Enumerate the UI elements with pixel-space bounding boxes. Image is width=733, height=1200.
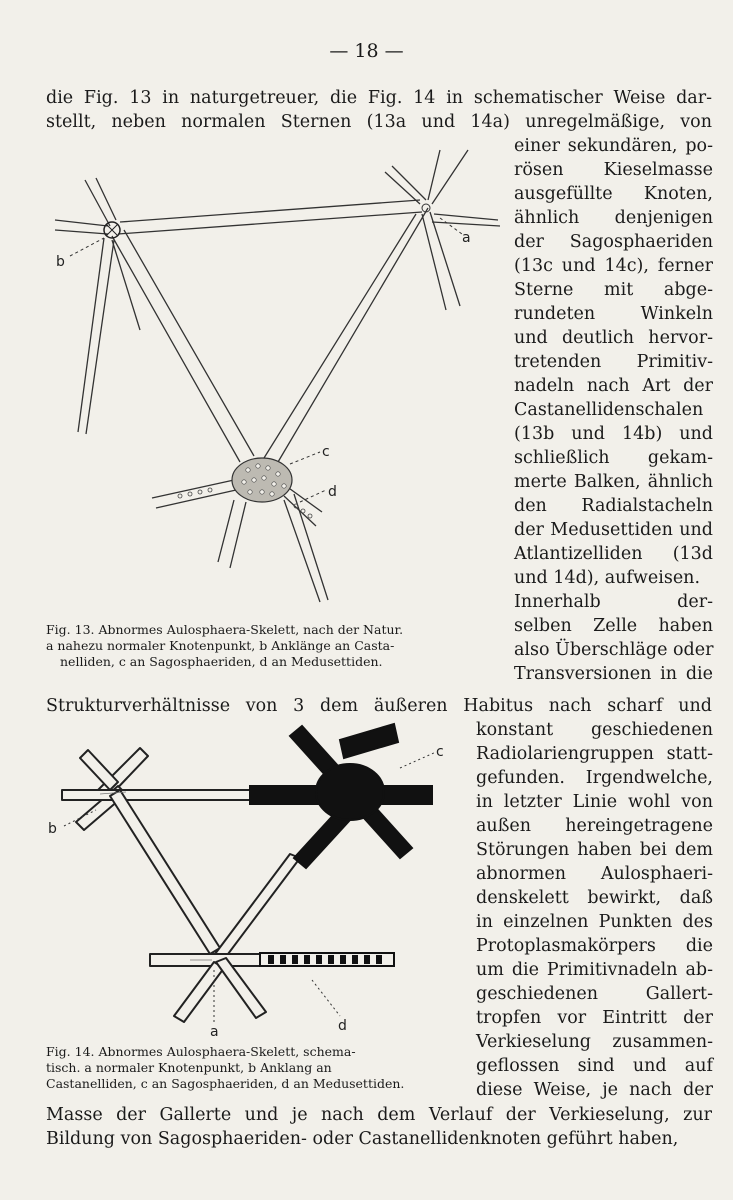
text-line: Masse der Gallerte und je nach dem Verlauf der Verkieselung, zur xyxy=(46,1105,712,1125)
text-line: Protoplasmakörpers die xyxy=(476,936,713,956)
text-line: Verkieselung zusammen- xyxy=(476,1032,713,1052)
text-line: nadeln nach Art der xyxy=(514,376,713,396)
text-line: der Medusettiden und xyxy=(514,520,713,540)
text-line: um die Primitivnadeln ab- xyxy=(476,960,713,980)
text-line: gefunden. Irgendwelche, xyxy=(476,768,713,788)
text-line: ausgefüllte Knoten, xyxy=(514,184,713,204)
text-line: stellt, neben normalen Sternen (13a und 14a) unregelmäßige, von xyxy=(46,112,712,132)
text-line: Sterne mit abge- xyxy=(514,280,713,300)
text-line: schließlich gekam- xyxy=(514,448,713,468)
text-line: außen hereingetragene xyxy=(476,816,713,836)
text-line: Atlantizelliden (13d xyxy=(514,544,713,564)
text-line: der Sagosphaeriden xyxy=(514,232,713,252)
text-line: selben Zelle haben xyxy=(514,616,713,636)
text-line: in letzter Linie wohl von xyxy=(476,792,713,812)
fig13-caption-line: a nahezu normaler Knotenpunkt, b Anklänge an Casta- xyxy=(46,638,395,653)
text-line: tropfen vor Eintritt der xyxy=(476,1008,713,1028)
page-number: — 18 — xyxy=(329,40,404,62)
text-line: ähnlich denjenigen xyxy=(514,208,713,228)
fig14-caption-line: tisch. a normaler Knotenpunkt, b Anklang an xyxy=(46,1060,332,1075)
fig13-label-a: a xyxy=(462,230,471,246)
fig13-label-c: c xyxy=(322,444,330,460)
fig14-caption-line: Castanelliden, c an Sagosphaeriden, d an Medusettiden. xyxy=(46,1076,405,1091)
text-line: (13c und 14c), ferner xyxy=(514,256,713,276)
text-line: Radiolariengruppen statt- xyxy=(476,744,713,764)
text-line: geschiedenen Gallert- xyxy=(476,984,713,1004)
text-line: abnormen Aulosphaeri- xyxy=(476,864,713,884)
text-line: Strukturverhältnisse von 3 dem äußeren Habitus nach scharf und xyxy=(46,696,712,716)
text-line: und deutlich hervor- xyxy=(514,328,713,348)
fig13-skeleton xyxy=(55,150,500,602)
fig13-label-b: b xyxy=(56,254,65,270)
text-line: diese Weise, je nach der xyxy=(476,1080,713,1100)
fig13-caption-line: Fig. 13. Abnormes Aulosphaera-Skelett, nach der Natur. xyxy=(46,622,404,637)
text-line: rundeten Winkeln xyxy=(514,304,713,324)
text-line: die Fig. 13 in naturgetreuer, die Fig. 14 in schematischer Weise dar- xyxy=(46,88,712,108)
fig13-label-d: d xyxy=(328,484,337,500)
fig14-label-d: d xyxy=(338,1018,347,1034)
text-line: konstant geschiedenen xyxy=(476,720,713,740)
text-line: also Überschläge oder xyxy=(514,640,714,660)
text-line: Castanellidenschalen xyxy=(514,400,704,420)
fig14-label-c: c xyxy=(436,744,444,760)
text-line: geflossen sind und auf xyxy=(476,1056,713,1076)
fig14-label-a: a xyxy=(210,1024,219,1040)
fig14-caption-line: Fig. 14. Abnormes Aulosphaera-Skelett, schema- xyxy=(46,1044,356,1059)
fig14-label-b: b xyxy=(48,821,57,837)
text-line: Innerhalb der- xyxy=(514,592,713,612)
text-line: merte Balken, ähnlich xyxy=(514,472,713,492)
text-line: Bildung von Sagosphaeriden- oder Castanellidenknoten geführt haben, xyxy=(46,1129,679,1149)
fig14-skeleton xyxy=(62,724,432,1022)
fig13-porous-node xyxy=(232,458,292,502)
text-line: denskelett bewirkt, daß xyxy=(476,888,713,908)
text-line: (13b und 14b) und xyxy=(514,424,713,444)
text-line: den Radialstacheln xyxy=(514,496,713,516)
text-line: Transversionen in die xyxy=(514,664,713,684)
text-line: tretenden Primitiv- xyxy=(514,352,713,372)
text-line: in einzelnen Punkten des xyxy=(476,912,713,932)
fig13-caption-line: nelliden, c an Sagosphaeriden, d an Medusettiden. xyxy=(60,654,383,669)
text-line: Störungen haben bei dem xyxy=(476,840,713,860)
text-line: einer sekundären, po- xyxy=(514,136,713,156)
text-line: und 14d), aufweisen. xyxy=(514,568,701,588)
text-line: rösen Kieselmasse xyxy=(514,160,713,180)
